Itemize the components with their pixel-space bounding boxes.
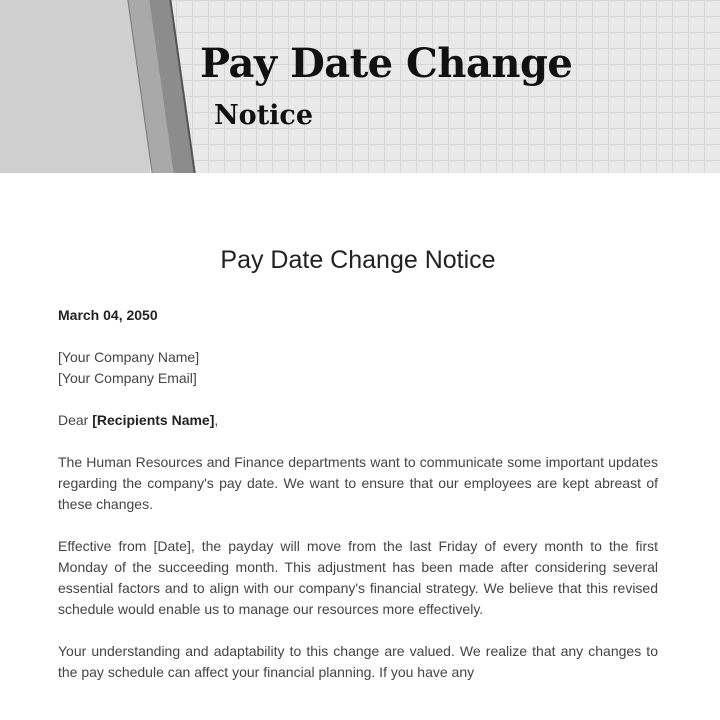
company-email: [Your Company Email]: [58, 370, 197, 386]
salutation-prefix: Dear: [58, 412, 93, 428]
document-title: Pay Date Change Notice: [220, 246, 496, 274]
banner-subtitle: Notice: [214, 100, 314, 131]
document-body: [58, 246, 658, 704]
paragraph: Effective from [Date], the payday will move from the last Friday of every month to the first Monday of the succeeding month. This adjustment has been made after considering several essential factors and to align with our company's financial strategy. We believe that this revised schedule would enable us to manage our resources more effectively.: [58, 538, 658, 617]
salutation-suffix: ,: [214, 412, 219, 428]
paragraph: The Human Resources and Finance departments want to communicate some important updates regarding the company's pay date. We want to ensure that our employees are kept abreast of these changes.: [58, 454, 658, 512]
salutation: [58, 410, 658, 431]
header-banner: [0, 0, 720, 173]
banner-left-panel: [0, 0, 150, 173]
recipient-name: [Recipients Name]: [92, 412, 215, 428]
company-name: [Your Company Name]: [58, 349, 200, 365]
paragraph: Your understanding and adaptability to this change are valued. We realize that any changes to the pay schedule can affect your financial planning. If you have any: [58, 643, 658, 680]
banner-title: Pay Date Change: [200, 40, 573, 87]
document-date: March 04, 2050: [58, 307, 158, 323]
